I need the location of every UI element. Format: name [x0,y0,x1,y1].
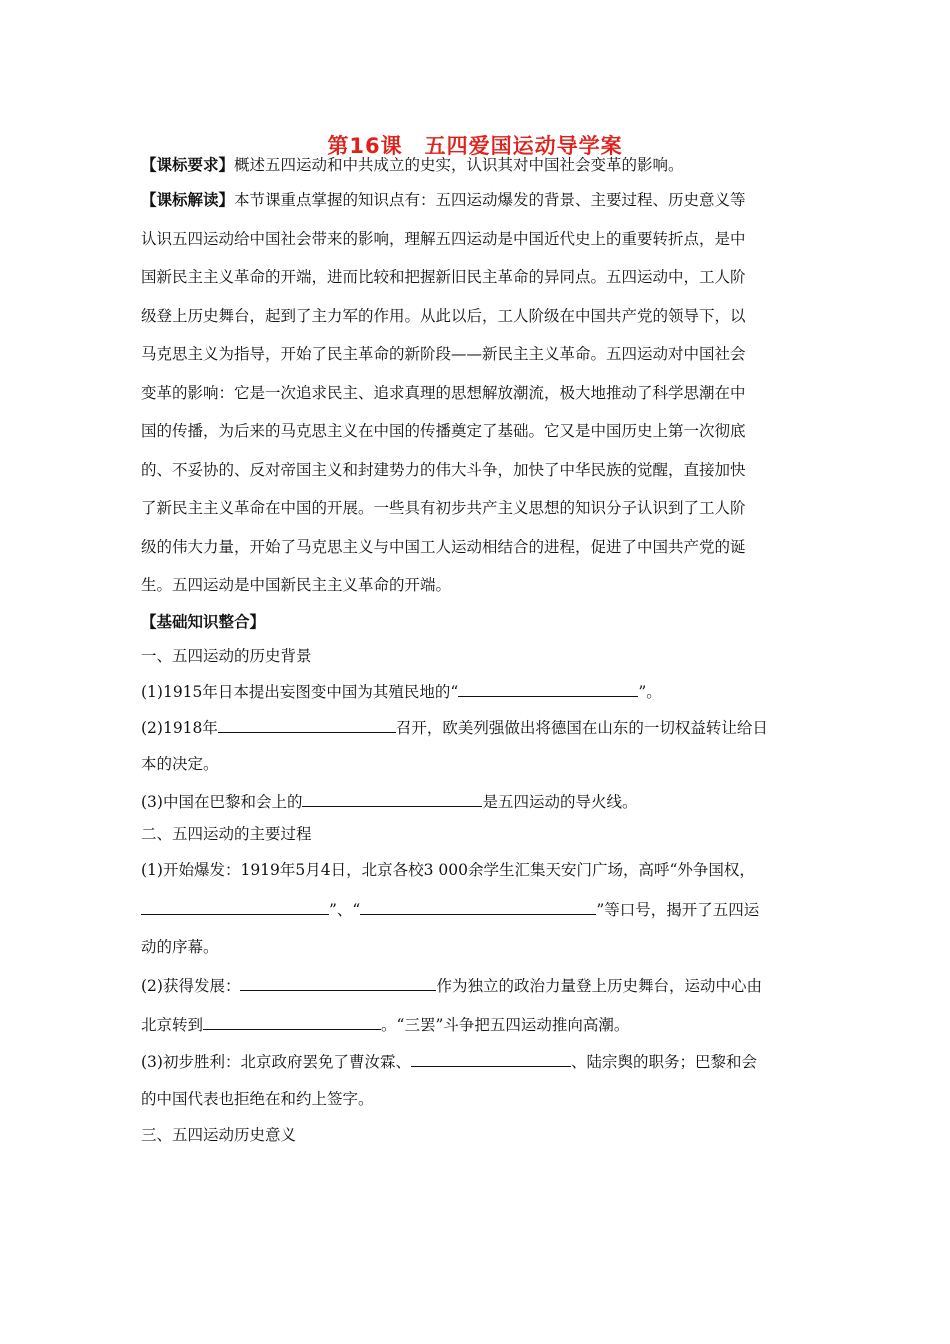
s2-question-2-cont [141,1013,629,1035]
s2-q1-text: ”、“ [329,901,361,919]
s1-question-3 [141,790,637,812]
interpretation-line: 了新民主主义革命在中国的开展。一些具有初步共产主义思想的知识分子认识到了工人阶 [141,499,746,517]
s1-question-2-cont: 本的决定。 [141,755,219,773]
answer-blank[interactable] [411,1050,571,1067]
requirement-label: 【课标要求】 [141,156,235,174]
s2-question-2 [141,974,762,996]
s1-q3-text-end: 是五四运动的导火线。 [482,793,638,811]
answer-blank[interactable] [141,898,329,915]
interpretation-line: 国新民主主义革命的开端，进而比较和把握新旧民主革命的异同点。五四运动中，工人阶 [141,268,746,286]
requirement-line [141,155,684,175]
s1-q3-text: (3)中国在巴黎和会上的 [141,793,303,811]
s2-q2-text-end: 作为独立的政治力量登上历史舞台，运动中心由 [436,977,762,995]
answer-blank[interactable] [203,1013,381,1030]
interpretation-line: 马克思主义为指导，开始了民主革命的新阶段——新民主主义革命。五四运动对中国社会 [141,345,746,363]
basics-label: 【基础知识整合】 [141,613,266,631]
interpretation-label: 【课标解读】 [141,191,235,209]
section-1-heading: 一、五四运动的历史背景 [141,647,312,665]
answer-blank[interactable] [218,716,396,733]
interpretation-line-1 [141,190,746,210]
interpretation-text: 本节课重点掌握的知识点有：五四运动爆发的背景、主要过程、历史意义等 [234,191,746,209]
interpretation-line: 变革的影响：它是一次追求民主、追求真理的思想解放潮流，极大地推动了科学思潮在中 [141,384,746,402]
interpretation-line: 级的伟大力量，开始了马克思主义与中国工人运动相结合的进程，促进了中国共产党的诞 [141,538,746,556]
s1-q2-text: (2)1918年 [141,719,218,737]
interpretation-line: 级登上历史舞台，起到了主力军的作用。从此以后，工人阶级在中国共产党的领导下，以 [141,307,746,325]
s2-question-3-cont: 的中国代表也拒绝在和约上签字。 [141,1090,374,1108]
interpretation-line: 认识五四运动给中国社会带来的影响，理解五四运动是中国近代史上的重要转折点，是中 [141,230,746,248]
s2-q3-text: (3)初步胜利：北京政府罢免了曹汝霖、 [141,1053,411,1071]
s1-q2-text-end: 召开，欧美列强做出将德国在山东的一切权益转让给日 [395,719,768,737]
s2-question-1-blanks [141,898,759,920]
interpretation-line: 国的传播，为后来的马克思主义在中国的传播奠定了基础。它又是中国历史上第一次彻底 [141,422,746,440]
interpretation-line: 生。五四运动是中国新民主主义革命的开端。 [141,576,452,594]
s1-q1-text-end: ”。 [638,683,662,701]
s2-q1-text-end: ”等口号，揭开了五四运 [596,901,760,919]
s1-question-2 [141,716,768,738]
s2-q2-text: (2)获得发展： [141,977,241,995]
s2-question-1-cont: 动的序幕。 [141,938,219,956]
s2-question-1: (1)开始爆发：1919年5月4日，北京各校3 000余学生汇集天安门广场，高呼“外争国权， [141,861,755,879]
answer-blank[interactable] [302,790,482,807]
s2-q2b-text: 北京转到 [141,1016,204,1034]
s2-q3-text-end: 、陆宗舆的职务；巴黎和会 [570,1053,757,1071]
section-3-heading: 三、五四运动历史意义 [141,1126,297,1144]
requirement-text: 概述五四运动和中共成立的史实，认识其对中国社会变革的影响。 [234,156,684,174]
interpretation-line: 的、不妥协的、反对帝国主义和封建势力的伟大斗争，加快了中华民族的觉醒，直接加快 [141,461,746,479]
answer-blank[interactable] [240,974,436,991]
answer-blank[interactable] [360,898,596,915]
s2-question-3 [141,1050,757,1072]
s2-q2b-text-end: 。“三罢”斗争把五四运动推向高潮。 [381,1016,630,1034]
section-2-heading: 二、五四运动的主要过程 [141,825,312,843]
s1-q1-text: (1)1915年日本提出妄图变中国为其殖民地的“ [141,683,459,701]
page-title: 第16课 五四爱国运动导学案 [327,134,623,158]
s1-question-1 [141,680,662,702]
answer-blank[interactable] [458,680,638,697]
